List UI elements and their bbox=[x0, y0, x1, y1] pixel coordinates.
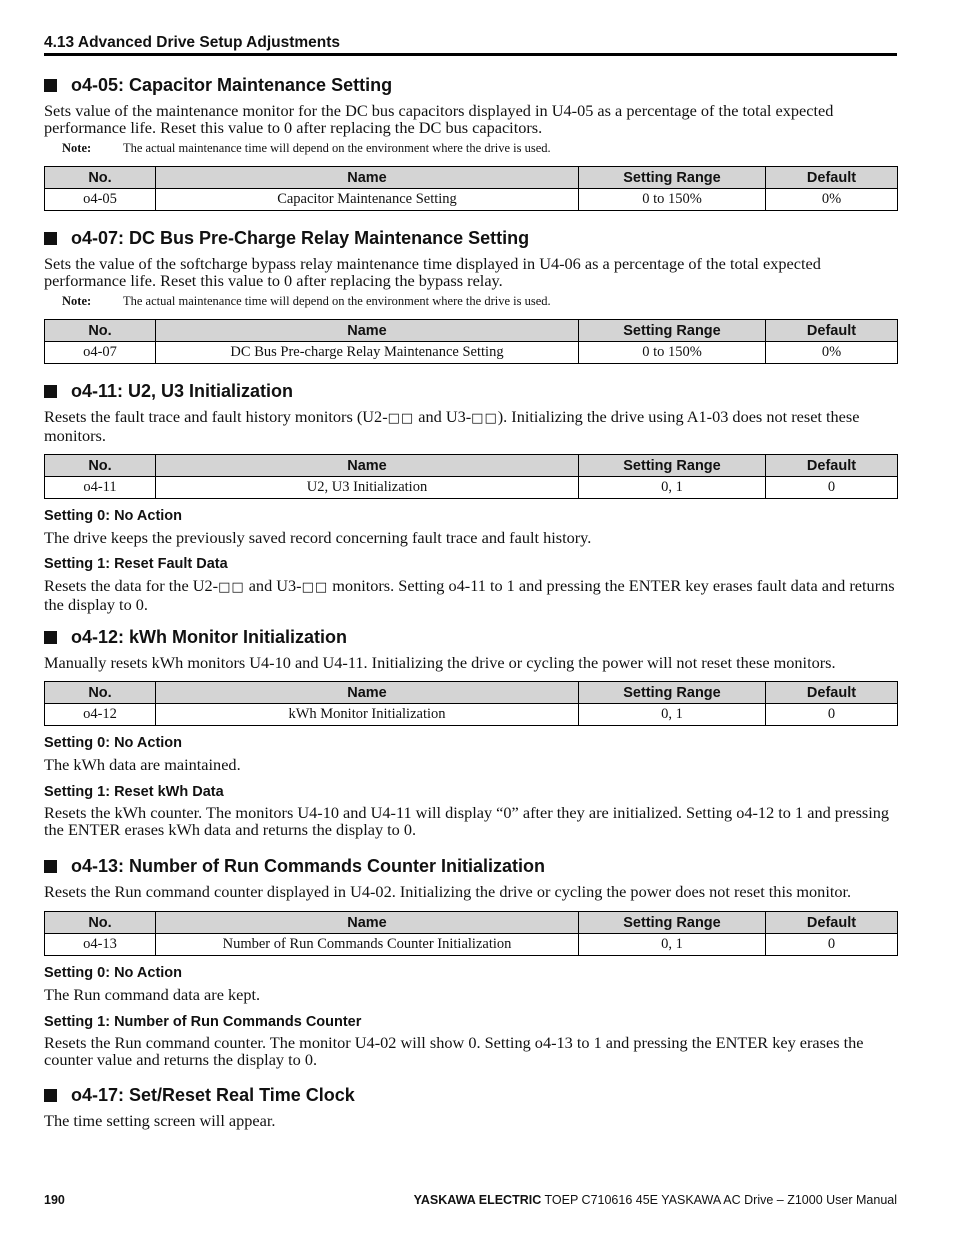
table-row: o4-11 U2, U3 Initialization 0, 1 0 bbox=[45, 477, 898, 499]
table-header-row: No. Name Setting Range Default bbox=[45, 682, 898, 704]
section-o4-11 bbox=[44, 380, 897, 613]
bullet-square-icon bbox=[44, 385, 57, 398]
table-header-row: No. Name Setting Range Default bbox=[45, 455, 898, 477]
section-o4-07 bbox=[44, 227, 897, 364]
section-o4-05 bbox=[44, 74, 897, 211]
placeholder-box-icon: □□ bbox=[387, 411, 415, 426]
page-footer bbox=[44, 1193, 897, 1211]
page-number: 190 bbox=[44, 1193, 65, 1207]
setting-heading: Setting 1: Reset kWh Data bbox=[44, 784, 224, 800]
setting-heading: Setting 0: No Action bbox=[44, 965, 183, 981]
parameter-table bbox=[44, 166, 898, 211]
paragraph: Manually resets kWh monitors U4-10 and U4-11. Initializing the drive or cycling the power will not reset these monitors. bbox=[44, 653, 836, 672]
bullet-square-icon bbox=[44, 860, 57, 873]
setting-heading: Setting 0: No Action bbox=[44, 508, 183, 524]
running-head: 4.13 Advanced Drive Setup Adjustments bbox=[44, 34, 897, 56]
table-header-row: No. Name Setting Range Default bbox=[45, 167, 898, 189]
section-heading: o4-12: kWh Monitor Initialization bbox=[44, 626, 897, 648]
placeholder-box-icon: □□ bbox=[218, 580, 245, 595]
bullet-square-icon bbox=[44, 1089, 57, 1102]
table-header-row: No. Name Setting Range Default bbox=[45, 320, 898, 342]
placeholder-box-icon: □□ bbox=[471, 411, 498, 426]
parameter-table bbox=[44, 454, 898, 499]
section-heading: o4-11: U2, U3 Initialization bbox=[44, 380, 897, 402]
paragraph: The drive keeps the previously saved record concerning fault trace and fault history. bbox=[44, 528, 592, 547]
section-heading: o4-05: Capacitor Maintenance Setting bbox=[44, 74, 897, 96]
setting-heading: Setting 1: Number of Run Commands Counter bbox=[44, 1014, 362, 1030]
setting-heading: Setting 1: Reset Fault Data bbox=[44, 556, 228, 572]
paragraph: Resets the data for the U2-□□ and U3-□□ monitors. Setting o4-11 to 1 and pressing the ENTER key erases fault data and returns the display to 0. bbox=[44, 576, 895, 614]
setting-heading: Setting 0: No Action bbox=[44, 735, 183, 751]
placeholder-box-icon: □□ bbox=[301, 580, 329, 595]
parameter-table bbox=[44, 681, 898, 726]
bullet-square-icon bbox=[44, 232, 57, 245]
parameter-table bbox=[44, 911, 898, 956]
section-heading: o4-07: DC Bus Pre-Charge Relay Maintenance Setting bbox=[44, 227, 897, 249]
section-heading: o4-13: Number of Run Commands Counter Initialization bbox=[44, 855, 897, 877]
bullet-square-icon bbox=[44, 631, 57, 644]
paragraph: Resets the Run command counter. The monitor U4-02 will show 0. Setting o4-13 to 1 and pressing the ENTER key erases the counter value and returns the display to 0. bbox=[44, 1033, 864, 1069]
parameter-table bbox=[44, 319, 898, 364]
bullet-square-icon bbox=[44, 79, 57, 92]
table-header-row: No. Name Setting Range Default bbox=[45, 912, 898, 934]
paragraph: Resets the Run command counter displayed in U4-02. Initializing the drive or cycling the power does not reset this monitor. bbox=[44, 882, 852, 901]
table-row: o4-05 Capacitor Maintenance Setting 0 to 150% 0% bbox=[45, 189, 898, 211]
paragraph: Resets the kWh counter. The monitors U4-10 and U4-11 will display “0” after they are initialized. Setting o4-12 to 1 and pressing the ENTER erases kWh data and returns the display to 0. bbox=[44, 803, 890, 839]
section-heading: o4-17: Set/Reset Real Time Clock bbox=[44, 1084, 897, 1106]
paragraph: Sets the value of the softcharge bypass relay maintenance time displayed in U4-06 as a percentage of the total expected performance life. Reset this value to 0 after replacing the bypass relay. bbox=[44, 254, 821, 290]
table-row: o4-13 Number of Run Commands Counter Initialization 0, 1 0 bbox=[45, 934, 898, 956]
section-o4-13 bbox=[44, 855, 897, 1068]
paragraph: The kWh data are maintained. bbox=[44, 755, 241, 774]
section-o4-12 bbox=[44, 626, 897, 838]
paragraph: The Run command data are kept. bbox=[44, 985, 261, 1004]
section-o4-17 bbox=[44, 1084, 897, 1129]
table-row: o4-07 DC Bus Pre-charge Relay Maintenance Setting 0 to 150% 0% bbox=[45, 342, 898, 364]
table-row: o4-12 kWh Monitor Initialization 0, 1 0 bbox=[45, 704, 898, 726]
note: Note: The actual maintenance time will depend on the environment where the drive is used. bbox=[62, 294, 551, 308]
note: Note: The actual maintenance time will depend on the environment where the drive is used. bbox=[62, 141, 551, 155]
paragraph: Resets the fault trace and fault history monitors (U2-□□ and U3-□□). Initializing the drive using A1-03 does not reset these monitors. bbox=[44, 407, 860, 445]
footer-document-info: YASKAWA ELECTRIC TOEP C710616 45E YASKAWA AC Drive – Z1000 User Manual bbox=[413, 1193, 897, 1207]
paragraph: The time setting screen will appear. bbox=[44, 1111, 276, 1130]
paragraph: Sets value of the maintenance monitor for the DC bus capacitors displayed in U4-05 as a percentage of the total expected performance life. Reset this value to 0 after replacing the DC bus capacitors. bbox=[44, 101, 834, 137]
